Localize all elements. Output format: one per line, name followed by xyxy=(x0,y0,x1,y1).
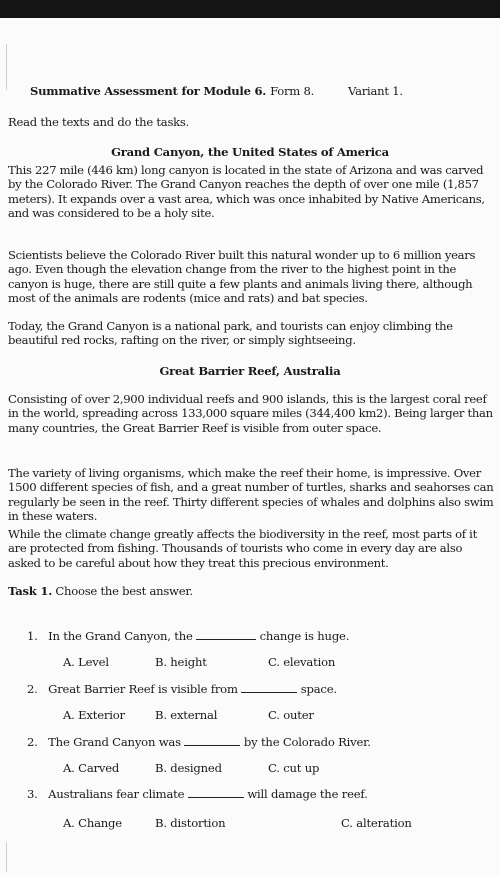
variant-label: Variant 1. xyxy=(348,84,403,98)
answer-blank[interactable] xyxy=(196,630,256,640)
paragraph: Consisting of over 2,900 individual reefs and 900 islands, this is the largest coral reef in the world, spreading across 133,000 square miles (344,400 km2). Being larger than many countries, the Great Barrier Reef is visible from outer space. xyxy=(8,392,493,435)
paragraph: This 227 mile (446 km) long canyon is located in the state of Arizona and was carved by the Colorado River. The Grand Canyon reaches the depth of over one mile (1,857 meters). It expands over a vast area, which was once inhabited by Native Americans, and was considered to be a holy site. xyxy=(8,163,485,221)
option-c[interactable]: C. outer xyxy=(268,708,314,722)
option-a[interactable]: A. Change xyxy=(63,816,122,830)
answer-blank[interactable] xyxy=(188,788,244,798)
question-text-after: will damage the reef. xyxy=(247,787,368,801)
option-c[interactable]: C. alteration xyxy=(341,816,412,830)
page-edge-line xyxy=(6,44,7,90)
top-bar xyxy=(0,0,500,18)
question-text-before: Australians fear climate xyxy=(48,787,185,801)
question-item xyxy=(27,682,337,696)
option-b[interactable]: B. height xyxy=(155,655,207,669)
page-edge-line-bottom xyxy=(6,842,7,872)
section-title-grand-canyon: Grand Canyon, the United States of America xyxy=(111,145,389,159)
paragraph: While the climate change greatly affects the biodiversity in the reef, most parts of it are protected from fishing. Thousands of tourists who come in every day are also asked to be careful about how they treat this precious environment. xyxy=(8,527,477,570)
question-text-before: Great Barrier Reef is visible from xyxy=(48,682,238,696)
assessment-title: Summative Assessment for Module 6. xyxy=(30,84,267,98)
answer-blank[interactable] xyxy=(184,736,240,746)
option-a[interactable]: A. Exterior xyxy=(63,708,125,722)
option-a[interactable]: A. Carved xyxy=(63,761,120,775)
option-a[interactable]: A. Level xyxy=(63,655,109,669)
paragraph: Today, the Grand Canyon is a national park, and tourists can enjoy climbing the beautiful red rocks, rafting on the river, or simply sightseeing. xyxy=(8,319,453,348)
section-title-great-barrier-reef: Great Barrier Reef, Australia xyxy=(159,364,341,378)
paragraph: Scientists believe the Colorado River built this natural wonder up to 6 million years ago. Even though the elevation change from the river to the highest point in the canyon is huge, there are still quite a few plants and animals living there, although most of the animals are rodents (mice and rats) and bat species. xyxy=(8,248,476,306)
task-label: Task 1. xyxy=(8,584,52,598)
question-number: 3. xyxy=(27,787,38,801)
answer-blank[interactable] xyxy=(241,683,297,693)
task-heading xyxy=(8,584,193,598)
assessment-header xyxy=(30,84,403,98)
paragraph: The variety of living organisms, which make the reef their home, is impressive. Over 1500 different species of fish, and a great number of turtles, sharks and seahorses can regularly be seen in the reef. Thirty different species of whales and dolphins also swim in these waters. xyxy=(8,466,494,524)
question-item xyxy=(27,629,349,643)
option-c[interactable]: C. elevation xyxy=(268,655,336,669)
option-c[interactable]: C. cut up xyxy=(268,761,320,775)
question-text-after: by the Colorado River. xyxy=(243,735,371,749)
question-text-before: The Grand Canyon was xyxy=(48,735,181,749)
question-text-after: space. xyxy=(300,682,337,696)
form-label: Form 8. xyxy=(270,84,315,98)
option-b[interactable]: B. designed xyxy=(155,761,222,775)
option-b[interactable]: B. distortion xyxy=(155,816,226,830)
instruction-text: Read the texts and do the tasks. xyxy=(8,115,190,129)
question-item xyxy=(27,735,371,749)
question-text-after: change is huge. xyxy=(259,629,350,643)
task-instruction: Choose the best answer. xyxy=(55,584,193,598)
option-b[interactable]: B. external xyxy=(155,708,218,722)
question-item xyxy=(27,787,368,801)
question-text-before: In the Grand Canyon, the xyxy=(48,629,193,643)
question-number: 1. xyxy=(27,629,38,643)
question-number: 2. xyxy=(27,682,38,696)
question-number: 2. xyxy=(27,735,38,749)
